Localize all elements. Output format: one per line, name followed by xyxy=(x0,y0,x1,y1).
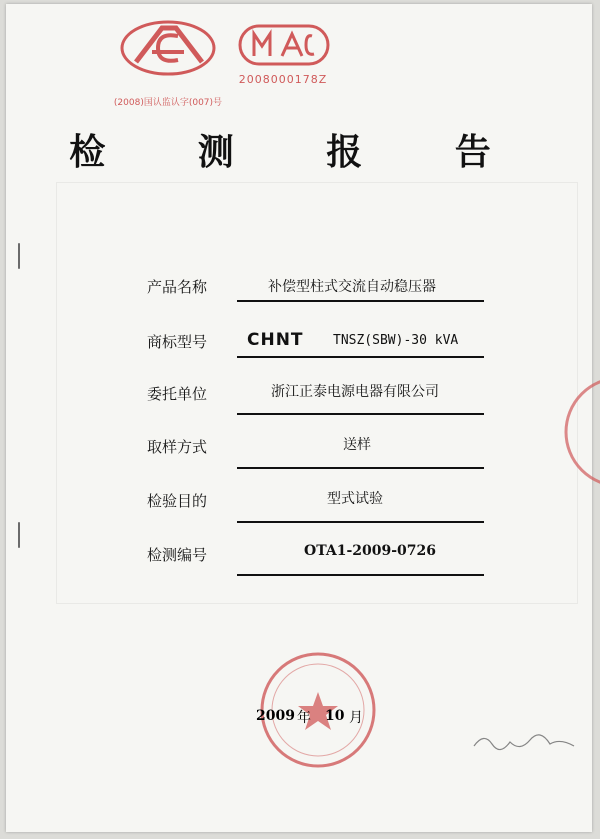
staple-mark xyxy=(18,243,20,269)
client-label: 委托单位 xyxy=(147,385,208,403)
year-character: 年 xyxy=(297,710,311,726)
underline xyxy=(237,574,484,576)
report-number-value: OTA1-2009-0726 xyxy=(304,543,437,559)
product-name-value: 补偿型柱式交流自动稳压器 xyxy=(268,279,436,295)
product-name-label: 产品名称 xyxy=(147,278,208,296)
client-value: 浙江正泰电源电器有限公司 xyxy=(271,384,439,400)
cma-stamp xyxy=(118,18,218,78)
underline xyxy=(237,300,484,302)
report-month: 10 xyxy=(325,708,345,724)
report-year: 2009 xyxy=(256,708,295,724)
handwritten-signature xyxy=(470,728,580,756)
page-title: 检 测 报 告 xyxy=(69,132,531,173)
underline xyxy=(237,413,484,415)
report-number-label: 检测编号 xyxy=(147,546,208,564)
brand-model-label: 商标型号 xyxy=(147,333,208,351)
model-value: TNSZ(SBW)-30 kVA xyxy=(333,333,459,348)
purpose-label: 检验目的 xyxy=(147,492,208,510)
cma-stamp-label: (2008)国认监认字(007)号 xyxy=(113,98,223,108)
partial-seal xyxy=(560,372,600,492)
sampling-value: 送样 xyxy=(343,437,371,453)
underline xyxy=(237,467,484,469)
ma-stamp xyxy=(236,22,332,68)
ma-stamp-code: 2008000178Z xyxy=(238,73,328,86)
underline xyxy=(237,356,484,358)
staple-mark xyxy=(18,522,20,548)
brand-logo: CHNT xyxy=(247,330,304,350)
sampling-label: 取样方式 xyxy=(147,438,208,456)
underline xyxy=(237,521,484,523)
purpose-value: 型式试验 xyxy=(327,491,383,507)
month-character: 月 xyxy=(349,710,363,726)
